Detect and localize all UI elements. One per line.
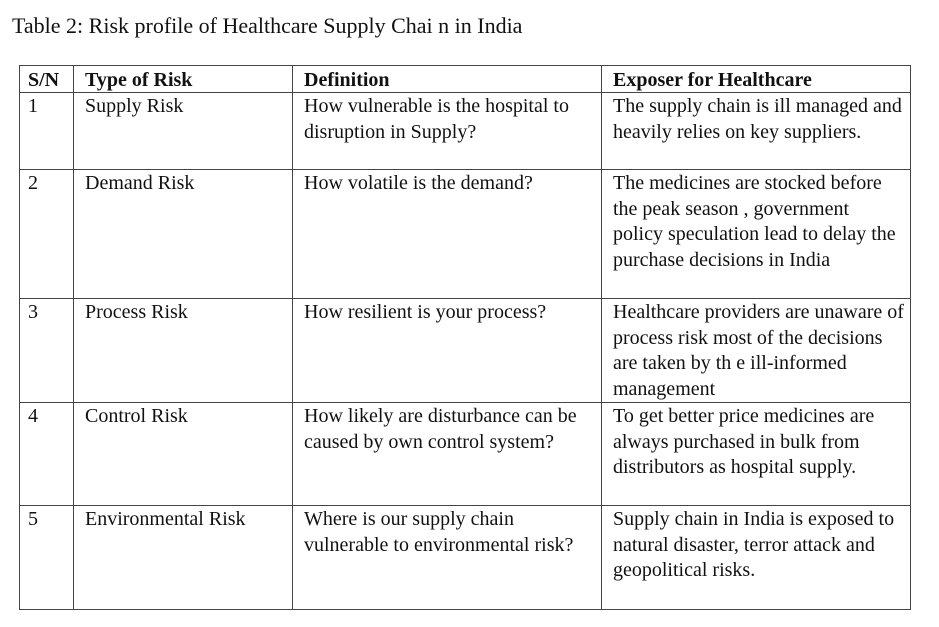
table-row — [20, 506, 911, 610]
table-body — [20, 93, 911, 610]
table-header — [20, 66, 911, 93]
cell-exposure: The supply chain is ill managed and heavily relies on key suppliers. — [602, 93, 911, 170]
cell-sn: 3 — [20, 299, 74, 403]
header-exposure: Exposer for Healthcare — [602, 66, 911, 93]
cell-exposure: To get better price medicines are always purchased in bulk from distributors as hospital supply. — [602, 403, 911, 506]
cell-exposure: The medicines are stocked before the peak season , government policy speculation lead to delay the purchase decisions in India — [602, 170, 911, 299]
cell-type: Supply Risk — [74, 93, 293, 170]
cell-definition: How likely are disturbance can be caused by own control system? — [293, 403, 602, 506]
cell-sn: 2 — [20, 170, 74, 299]
header-sn: S/N — [20, 66, 74, 93]
risk-profile-table — [19, 65, 911, 610]
cell-definition: How vulnerable is the hospital to disruption in Supply? — [293, 93, 602, 170]
header-type-of-risk: Type of Risk — [74, 66, 293, 93]
cell-type: Demand Risk — [74, 170, 293, 299]
cell-definition: Where is our supply chain vulnerable to environmental risk? — [293, 506, 602, 610]
cell-exposure: Healthcare providers are unaware of process risk most of the decisions are taken by th e ill-informed management — [602, 299, 911, 403]
cell-definition: How resilient is your process? — [293, 299, 602, 403]
cell-type: Environmental Risk — [74, 506, 293, 610]
cell-type: Process Risk — [74, 299, 293, 403]
cell-sn: 1 — [20, 93, 74, 170]
table-row — [20, 93, 911, 170]
header-definition: Definition — [293, 66, 602, 93]
table-row — [20, 299, 911, 403]
table-row — [20, 403, 911, 506]
cell-sn: 5 — [20, 506, 74, 610]
cell-sn: 4 — [20, 403, 74, 506]
table-row — [20, 170, 911, 299]
cell-exposure: Supply chain in India is exposed to natural disaster, terror attack and geopolitical risks. — [602, 506, 911, 610]
table-caption: Table 2: Risk profile of Healthcare Supply Chai n in India — [12, 13, 523, 38]
cell-type: Control Risk — [74, 403, 293, 506]
cell-definition: How volatile is the demand? — [293, 170, 602, 299]
header-row — [20, 66, 911, 93]
